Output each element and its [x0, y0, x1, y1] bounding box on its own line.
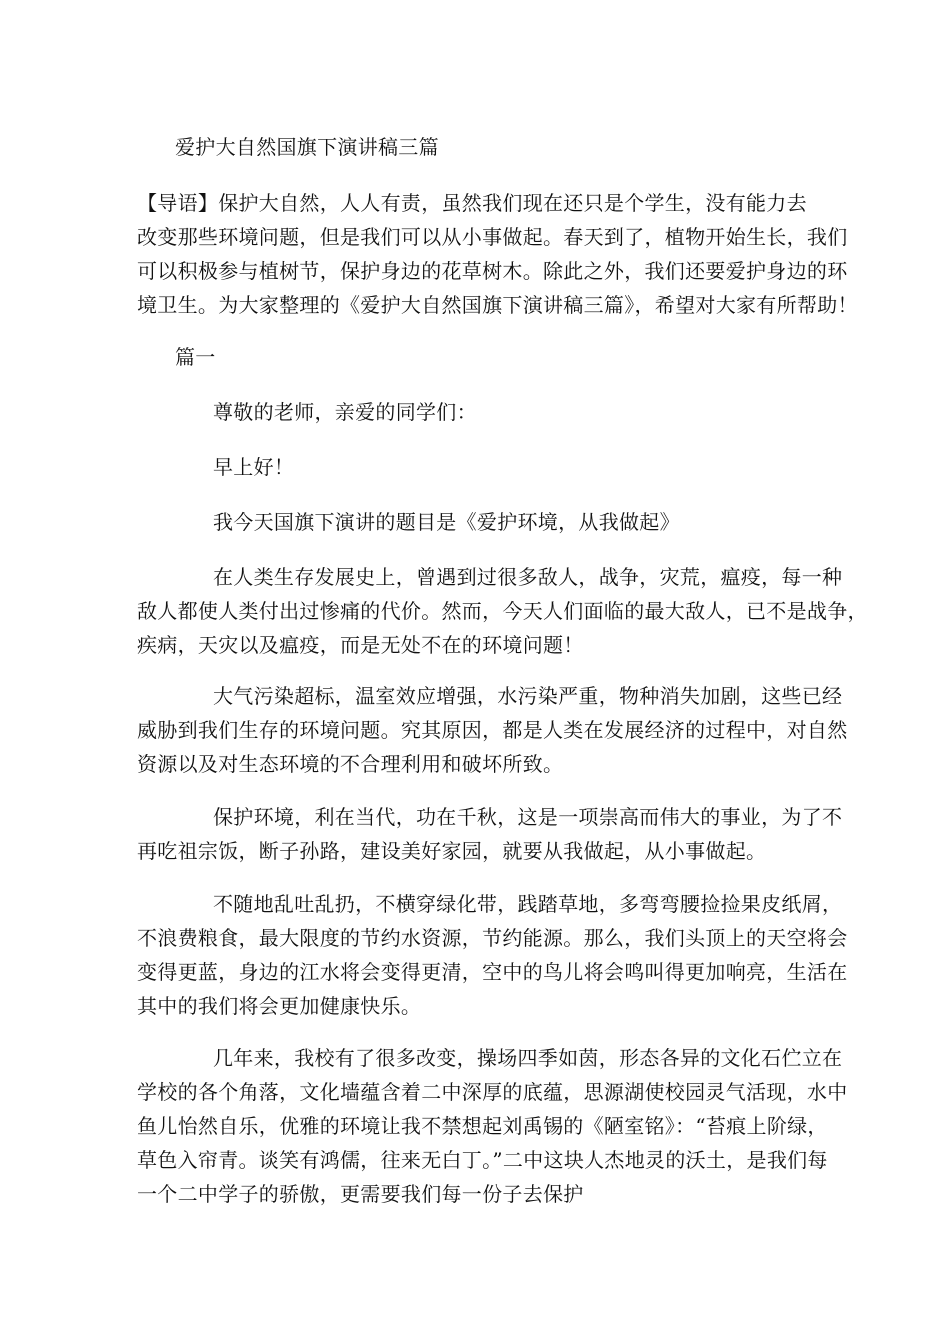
paragraph-line: 疾病，天灾以及瘟疫，而是无处不在的环境问题！ [137, 633, 584, 657]
paragraph-line: 保护环境，利在当代，功在千秋，这是一项崇高而伟大的事业，为了不 [213, 805, 843, 829]
document-title: 爱护大自然国旗下演讲稿三篇 [175, 135, 439, 159]
paragraph-line: 变得更蓝，身边的江水将会变得更清，空中的鸟儿将会鸣叫得更加响亮，生活在 [137, 960, 848, 984]
paragraph-line: 几年来，我校有了很多改变，操场四季如茵，形态各异的文化石伫立在 [213, 1046, 843, 1070]
paragraph-line: 一个二中学子的骄傲，更需要我们每一份子去保护 [137, 1182, 584, 1206]
paragraph-line: 资源以及对生态环境的不合理利用和破坏所致。 [137, 752, 564, 776]
greeting: 早上好！ [213, 455, 295, 479]
speech-topic: 我今天国旗下演讲的题目是《爱护环境，从我做起》 [213, 510, 680, 534]
paragraph-line: 再吃祖宗饭，断子孙路，建设美好家园，就要从我做起，从小事做起。 [137, 839, 767, 863]
paragraph-line: 其中的我们将会更加健康快乐。 [137, 994, 422, 1018]
paragraph-line: 草色入帘青。谈笑有鸿儒，往来无白丁。”二中这块人杰地灵的沃土，是我们每 [137, 1148, 828, 1172]
intro-line: 可以积极参与植树节，保护身边的花草树木。除此之外，我们还要爱护身边的环 [137, 259, 848, 283]
intro-line: 境卫生。为大家整理的《爱护大自然国旗下演讲稿三篇》，希望对大家有所帮助！ [137, 293, 858, 317]
paragraph-line: 不随地乱吐乱扔，不横穿绿化带，践踏草地，多弯弯腰捡捡果皮纸屑， [213, 892, 843, 916]
section-heading: 篇一 [175, 345, 216, 369]
intro-line: 【导语】保护大自然，人人有责，虽然我们现在还只是个学生，没有能力去 [137, 191, 807, 215]
intro-line: 改变那些环境问题，但是我们可以从小事做起。春天到了，植物开始生长，我们 [137, 225, 848, 249]
paragraph-line: 不浪费粮食，最大限度的节约水资源，节约能源。那么，我们头顶上的天空将会 [137, 926, 848, 950]
salutation: 尊敬的老师，亲爱的同学们： [213, 400, 477, 424]
paragraph-line: 在人类生存发展史上，曾遇到过很多敌人，战争，灾荒，瘟疫，每一种 [213, 565, 843, 589]
paragraph-line: 大气污染超标，温室效应增强，水污染严重，物种消失加剧，这些已经 [213, 684, 843, 708]
paragraph-line: 学校的各个角落，文化墙蕴含着二中深厚的底蕴，思源湖使校园灵气活现，水中 [137, 1080, 848, 1104]
paragraph-line: 威胁到我们生存的环境问题。究其原因，都是人类在发展经济的过程中，对自然 [137, 718, 848, 742]
paragraph-line: 敌人都使人类付出过惨痛的代价。然而，今天人们面临的最大敌人，已不是战争， [137, 599, 868, 623]
paragraph-line: 鱼儿怡然自乐，优雅的环境让我不禁想起刘禹锡的《陋室铭》：“苔痕上阶绿， [137, 1114, 828, 1138]
